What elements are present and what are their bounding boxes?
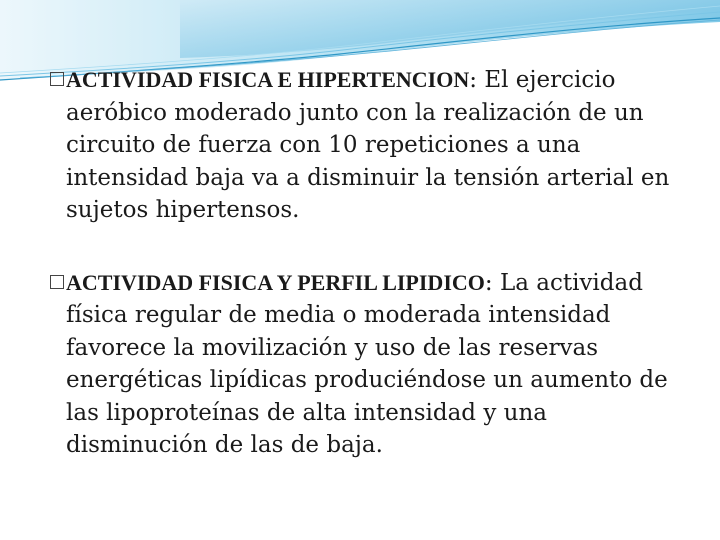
bullet-hipertension: [50, 64, 680, 227]
slide-content: [50, 64, 680, 502]
bullet-separator: :: [469, 67, 485, 93]
bullet-heading: ACTIVIDAD FISICA E HIPERTENCION: [66, 67, 470, 92]
bullet-perfil-lipidico: [50, 267, 680, 462]
bullet-heading: ACTIVIDAD FISICA Y PERFIL LIPIDICO: [66, 269, 485, 295]
bullet-body: La actividad física regular de media o moderada intensidad favorece la movilización y uso de las reservas energéticas lipídicas produciéndose un aumento de las lipoproteínas de alta intensidad y una disminución de las de baja.: [66, 269, 668, 458]
bullet-body: El ejercicio aeróbico moderado junto con la realización de un circuito de fuerza con 10 repeticiones a una intensidad baja va a disminuir la tensión arterial en sujetos hipertensos.: [66, 67, 670, 223]
bullet-box-icon: [50, 72, 64, 86]
bullet-box-icon: [50, 275, 64, 289]
bullet-separator: :: [484, 269, 500, 296]
